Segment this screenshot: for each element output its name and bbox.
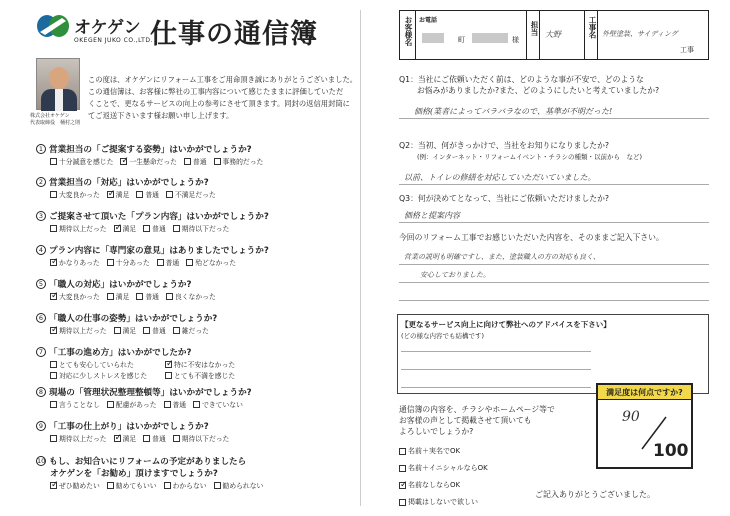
answer-option[interactable]	[186, 257, 236, 267]
checkbox[interactable]	[143, 327, 150, 334]
checkbox[interactable]	[50, 361, 57, 368]
answer-option[interactable]	[166, 189, 216, 199]
answer-option[interactable]	[164, 480, 207, 490]
advice-sub: (どの様な内容でも結構です)	[401, 332, 485, 340]
option-row	[50, 370, 280, 380]
answer-option[interactable]	[143, 325, 166, 335]
option-label: 勧めてもいい	[115, 482, 157, 490]
tantou-label: 担当	[530, 21, 539, 36]
question-number: 10	[37, 457, 46, 465]
checkbox[interactable]	[166, 191, 173, 198]
option-label: 満足	[115, 293, 130, 301]
checkbox[interactable]	[214, 158, 221, 165]
option-label: 不満足だった	[174, 191, 216, 199]
option-label: 満足	[115, 191, 130, 199]
answer-option[interactable]	[173, 433, 230, 443]
answer-option[interactable]	[50, 156, 113, 166]
question-text: 現場の「管理状況整理整頓等」はいかがでしょうか?	[49, 388, 252, 398]
option-label: わからない	[172, 482, 207, 490]
answer-option[interactable]	[50, 399, 100, 409]
checkbox[interactable]	[50, 372, 57, 379]
checkbox[interactable]	[114, 327, 121, 334]
checkbox[interactable]	[214, 482, 221, 489]
checkbox[interactable]	[50, 158, 57, 165]
phone-label: お電話	[419, 17, 438, 24]
question-number: 5	[36, 279, 46, 289]
checkbox[interactable]	[107, 401, 114, 408]
question-heading	[36, 278, 192, 290]
advice-box	[397, 314, 709, 394]
answer-option[interactable]	[107, 291, 130, 301]
answer-option[interactable]	[143, 223, 166, 233]
option-label: 普通	[152, 225, 166, 233]
checkbox[interactable]	[50, 401, 57, 408]
logo-text: オケゲン	[74, 18, 141, 38]
checkbox[interactable]	[186, 259, 193, 266]
publish-option[interactable]: 名前＋イニシャルならOK	[399, 463, 494, 473]
answer-option[interactable]	[214, 156, 264, 166]
option-label: 十分誠意を感じた	[59, 158, 114, 166]
checkbox[interactable]	[107, 482, 114, 489]
rq4: 今回のリフォーム工事でお感じいただいた内容を、そのままご記入下さい。	[399, 233, 664, 242]
checkbox[interactable]	[173, 435, 180, 442]
option-row	[50, 223, 236, 233]
option-label: 事務的だった	[222, 158, 264, 166]
checkbox[interactable]	[107, 293, 114, 300]
customer-label: お客様名	[404, 16, 413, 46]
option-label: 大変良かった	[59, 191, 100, 199]
answer-option[interactable]	[50, 433, 107, 443]
question-text: ご提案させて頂いた「プラン内容」はいかがでしょうか?	[49, 212, 269, 222]
option-row	[50, 480, 270, 490]
checkbox[interactable]	[114, 225, 121, 232]
option-label: 特に不安はなかった	[174, 361, 236, 369]
page-title: 仕事の通信簿	[150, 19, 318, 50]
checkbox[interactable]	[399, 482, 406, 489]
answer-option[interactable]	[50, 325, 107, 335]
question-text: プラン内容に「専門家の意見」はありましたでしょうか?	[49, 246, 269, 256]
president-photo	[36, 58, 80, 110]
answer-option[interactable]	[120, 156, 177, 166]
checkbox[interactable]	[165, 372, 172, 379]
question-heading	[36, 210, 269, 222]
answer-option[interactable]	[166, 291, 216, 301]
option-label: 普通	[152, 327, 166, 335]
answer-option[interactable]	[114, 433, 137, 443]
question-number: 9	[36, 421, 46, 431]
rq4-answer-2: 安心しておりました。	[420, 271, 490, 279]
option-row	[50, 359, 280, 369]
checkbox[interactable]	[166, 293, 173, 300]
option-label: 期待以下だった	[181, 225, 230, 233]
checkbox[interactable]	[399, 499, 406, 506]
answer-option[interactable]	[143, 433, 166, 443]
question-text: もし、お知合いにリフォームの予定がありましたら	[49, 457, 247, 467]
checkbox[interactable]	[399, 448, 406, 455]
answer-option[interactable]	[107, 189, 130, 199]
score-value: 90	[622, 409, 640, 425]
question-text: 「工事の進め方」はいかがでしたか?	[49, 348, 192, 358]
option-label: 雑だった	[181, 327, 209, 335]
rq3: Q3：何が決めてとなって、当社にご依頼いただけましたか?	[399, 194, 610, 203]
checkbox[interactable]	[50, 225, 57, 232]
option-label: 普通	[165, 259, 180, 267]
rq4-answer-1: 営業の説明も明確ですし、また、塗装職人の方の対応も良く、	[404, 253, 600, 261]
option-label: できていない	[202, 401, 243, 409]
question-number: 6	[36, 313, 46, 323]
question-heading	[36, 143, 252, 155]
checkbox[interactable]	[120, 158, 127, 165]
advice-title: 【更なるサービス向上に向けて弊社へのアドバイスを下さい】	[401, 320, 611, 329]
checkbox[interactable]	[50, 482, 57, 489]
answer-option[interactable]	[165, 370, 273, 380]
score-max: 100	[653, 441, 689, 461]
question-heading	[36, 244, 269, 256]
answer-option[interactable]	[173, 325, 209, 335]
option-label: 勧められない	[222, 482, 264, 490]
question-heading	[36, 420, 209, 432]
answer-option[interactable]	[184, 156, 207, 166]
question-number: 7	[36, 347, 46, 357]
question-heading	[36, 386, 252, 398]
option-label: 言うことなし	[59, 401, 100, 409]
question-number: 8	[36, 387, 46, 397]
page-divider	[360, 10, 361, 506]
option-label: 一生懸命だった	[129, 158, 177, 166]
option-label: 普通	[152, 435, 166, 443]
answer-option[interactable]	[50, 257, 100, 267]
option-label: 期待以上だった	[59, 435, 107, 443]
rq3-answer: 価格と提案内容	[404, 211, 460, 220]
option-label: 対応に少しストレスを感じた	[59, 372, 148, 380]
question-number: 1	[36, 144, 46, 154]
checkbox[interactable]	[143, 435, 150, 442]
logo-icon	[36, 14, 70, 38]
answer-option[interactable]	[157, 257, 180, 267]
question-heading	[36, 312, 217, 324]
option-label: 普通	[172, 401, 187, 409]
option-label: 期待以上だった	[59, 225, 107, 233]
question-text: 「職人の対応」はいかがでしょうか?	[49, 280, 192, 290]
question-text: 「職人の仕事の姿勢」はいかがでしょうか?	[49, 314, 218, 324]
checkbox[interactable]	[164, 482, 171, 489]
checkbox[interactable]	[173, 327, 180, 334]
checkbox[interactable]	[50, 259, 57, 266]
option-label: とても不満を感じた	[174, 372, 236, 380]
answer-option[interactable]	[193, 399, 243, 409]
checkbox[interactable]	[164, 401, 171, 408]
intro-text: この度は、オケゲンにリフォーム工事をご用命頂き誠にありがとうございました。 この通信簿は、お客様に弊社の工事内容について感じたままに評価していただ くことで、更なるサービスの向上の参考にさせて頂きます。同封の返信用封筒に てご返送下さいます様お願い申し上げます。	[88, 75, 358, 120]
option-label: 満足	[122, 327, 137, 335]
answer-option[interactable]	[114, 223, 137, 233]
option-row	[50, 189, 223, 199]
answer-option[interactable]	[50, 223, 107, 233]
publish-option[interactable]: ✓ 名前なしならOK	[399, 480, 489, 490]
option-label: かなりあった	[59, 259, 100, 267]
customer-info-table: お客様名 お電話 町 様 担当 大野 工事名 外壁塗装、サイディング 工事	[399, 10, 709, 60]
option-label: 大変良かった	[59, 293, 100, 301]
rq2: Q2：当初、何がきっかけで、当社をお知りになりましたか? (例：インターネット・リフォームイベント・チラシの種類・以前から など)	[399, 141, 643, 161]
option-label: 期待以下だった	[181, 435, 230, 443]
checkbox[interactable]	[165, 361, 172, 368]
answer-option[interactable]	[50, 291, 100, 301]
option-label: 普通	[145, 293, 159, 301]
photo-caption: 株式会社オケゲン 代表取締役 桶村之則	[30, 113, 81, 126]
option-row	[50, 433, 236, 443]
question-text-line2: オケゲンを「お勧め」頂けますでしょうか?	[50, 469, 218, 479]
tantou-value: 大野	[545, 30, 561, 39]
checkbox[interactable]	[107, 259, 114, 266]
answer-option[interactable]	[50, 480, 100, 490]
checkbox[interactable]	[143, 225, 150, 232]
checkbox[interactable]	[136, 293, 143, 300]
option-label: ぜひ勧めたい	[59, 482, 100, 490]
thanks-text: ご記入ありがとうございました。	[535, 490, 655, 499]
answer-option[interactable]	[165, 359, 273, 369]
answer-option[interactable]	[114, 325, 137, 335]
question-number: 3	[36, 211, 46, 221]
option-label: 殆どなかった	[195, 259, 237, 267]
question-heading	[36, 455, 246, 467]
answer-option[interactable]	[107, 257, 150, 267]
kouji-label: 工事名	[588, 16, 597, 39]
checkbox[interactable]	[50, 327, 57, 334]
checkbox[interactable]	[114, 435, 121, 442]
answer-option[interactable]	[107, 399, 157, 409]
question-text: 営業担当の「ご提案する姿勢」はいかがでしょうか?	[49, 145, 252, 155]
answer-option[interactable]	[136, 189, 159, 199]
checkbox[interactable]	[50, 191, 57, 198]
question-number: 4	[36, 245, 46, 255]
option-row	[50, 325, 216, 335]
answer-option[interactable]	[50, 370, 158, 380]
kouji-value: 外壁塗装、サイディング	[602, 30, 678, 38]
option-label: とても安心していられた	[59, 361, 134, 369]
checkbox[interactable]	[50, 435, 57, 442]
option-label: 普通	[145, 191, 159, 199]
rq1-answer: 価格(業者によってバラバラなので、基準が不明だった!	[414, 107, 613, 116]
option-row	[50, 399, 250, 409]
publish-question: 通信簿の内容を、チラシやホームページ等で お客様の声として掲載させて頂いても よろしいでしょうか?	[399, 405, 555, 436]
logo-subtext: OKEGEN JUKO CO.,LTD.	[74, 37, 153, 44]
checkbox[interactable]	[136, 191, 143, 198]
option-row	[50, 291, 223, 301]
answer-option[interactable]	[173, 223, 230, 233]
question-heading	[36, 346, 192, 358]
rq1: Q1：当社にご依頼いただく前は、どのような事が不安で、どのような お悩みがありましたか?また、どのようにしたいと考えていましたか?	[399, 75, 660, 95]
option-label: 配慮があった	[115, 401, 157, 409]
publish-option[interactable]: 掲載はしないで欲しい	[399, 497, 494, 507]
option-label: 十分あった	[115, 259, 150, 267]
score-title: 満足度は何点ですか?	[598, 385, 691, 400]
question-heading	[36, 176, 209, 188]
option-label: 満足	[122, 225, 137, 233]
checkbox[interactable]	[50, 293, 57, 300]
checkbox[interactable]	[399, 465, 406, 472]
option-row	[50, 156, 270, 166]
question-number: 2	[36, 177, 46, 187]
option-label: 普通	[192, 158, 207, 166]
option-label: 満足	[122, 435, 137, 443]
publish-option[interactable]: 名前＋実名でOK	[399, 446, 489, 456]
answer-option[interactable]	[164, 399, 187, 409]
score-box	[596, 383, 693, 469]
checkbox[interactable]	[157, 259, 164, 266]
answer-option[interactable]	[107, 480, 157, 490]
rq2-answer: 以前、トイレの修繕を対応していただいていました。	[404, 173, 596, 182]
answer-option[interactable]	[136, 291, 159, 301]
question-text: 「工事の仕上がり」はいかがでしょうか?	[49, 422, 209, 432]
answer-option[interactable]	[214, 480, 264, 490]
option-row	[50, 257, 243, 267]
checkbox[interactable]	[184, 158, 191, 165]
option-label: 期待以上だった	[59, 327, 107, 335]
answer-option[interactable]	[50, 189, 100, 199]
option-label: 良くなかった	[174, 293, 216, 301]
checkbox[interactable]	[173, 225, 180, 232]
answer-option[interactable]	[50, 359, 158, 369]
question-text: 営業担当の「対応」はいかがでしょうか?	[49, 178, 209, 188]
checkbox[interactable]	[107, 191, 114, 198]
checkbox[interactable]	[193, 401, 200, 408]
